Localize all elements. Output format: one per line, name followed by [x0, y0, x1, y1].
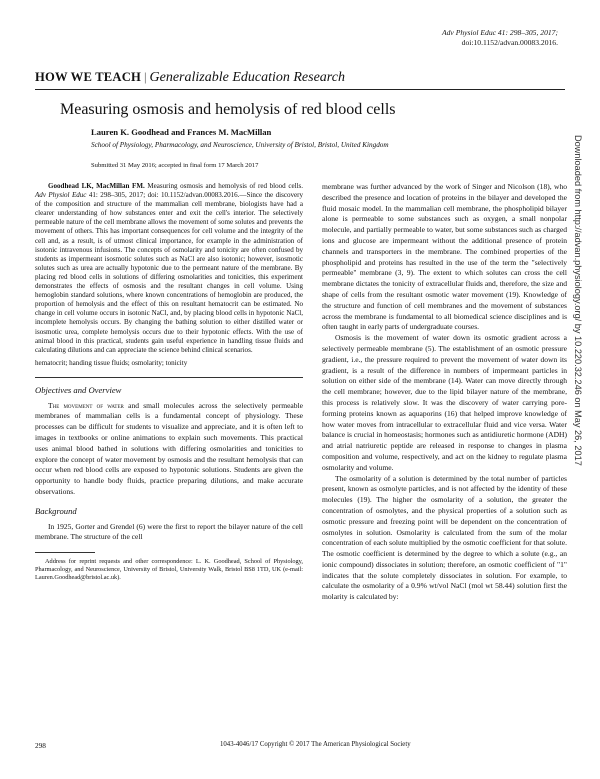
- right-paragraph-3: The osmolarity of a solution is determined by the total number of particles present, known as osmolyte particles, and is not affected by the identity of these molecules (19). The higher the osmolarity of a solution, the greater the concentration of osmolytes, and the physical properties of a solution such as osmotic pressure and freezing point will be dependent on the concentration of osmolytes in solution. Osmolarity is calculated from the sum of the molar concentration of each solute multiplied by the osmotic coefficient for that solute. The osmotic coefficient is determined by the degree to which a solute (e.g., an ionic compound) dissociates in solution; therefore, an osmotic coefficient of "1" indicates that the solute completely dissociates in solution. For example, to calculate the osmolarity of a 0.9% wt/vol NaCl (mol wt 58.44) solution first the molarity is calculated by:: [322, 473, 567, 602]
- background-paragraph: In 1925, Gorter and Grendel (6) were the first to report the bilayer nature of the cell membrane. The structure of the cell: [35, 521, 303, 542]
- submission-dates: Submitted 31 May 2016; accepted in final form 17 March 2017: [91, 162, 259, 169]
- objectives-heading: Objectives and Overview: [35, 384, 122, 395]
- right-paragraph-1: membrane was further advanced by the work of Singer and Nicolson (18), who described the presence and location of proteins in the bilayer and developed the fluid mosaic model. In the mammalian cell membrane, the phospholipid bilayer alone is permeable to some substances such as oxygen, a small nonpolar molecule, and partially permeable to water, but some substances such as charged ions and glucose are impermeant without the additional presence of protein channels and transporters in the membrane. The combined properties of the phospholipid and proteins has resulted in the use of the term the "selectively permeable" membrane (3, 9). The extent to which solutes can cross the cell membrane dictates the tonicity of extracellular fluids and, therefore, the size and shape of cells from the resultant osmotic water movement (19). Knowledge of the structure and function of cell membranes and the movement of substances across the membrane is fundamental to all biomedical science disciplines and is often taught in early parts of undergraduate courses.: [322, 182, 567, 332]
- right-paragraph-2: Osmosis is the movement of water down its osmotic gradient across a selectively permeable membrane (5). The establishment of an osmotic pressure gradient, i.e., the pressure required to prevent the movement of water down its gradient, is a result of the difference in numbers of impermeant particles in solution on either side of the membrane (14). Water can move directly through the cell membrane; however, due to the lipid bilayer nature of the membrane, this process is relatively slow. It was the discovery of water carrying pore-forming proteins known as aquaporins (16) that helped improve knowledge of how water moves from intracellular to extracellular fluid and vice versa. Water balance is crucial in homeostasis; hormones such as antidiuretic hormone (ADH) and atrial natriuretic peptide are released in response to changes in plasma composition and volume, respectively, and act on the kidney to regulate plasma osmolarity and volume.: [322, 333, 567, 472]
- right-column: [322, 182, 567, 603]
- objectives-lead-in: The movement of water: [48, 400, 124, 410]
- copyright-line: 1043-4046/17 Copyright © 2017 The American Physiological Society: [220, 741, 411, 748]
- background-heading: Background: [35, 505, 77, 516]
- article-authors: Lauren K. Goodhead and Frances M. MacMillan: [91, 127, 272, 137]
- section-heading: [35, 70, 345, 86]
- abstract: [35, 182, 303, 355]
- footnote-rule: [35, 552, 95, 553]
- keywords: hematocrit; handing tissue fluids; osmolarity; tonicity: [35, 358, 188, 367]
- objectives-text: and small molecules across the selectively permeable membranes of mammalian cells is a fundamental concept of physiology. These processes can be difficult for students to visualize and appreciate, and it is often left to images in textbooks or online animations to explain such movements. This practical uses animal blood bathed in solutions with differing osmolarities and tonicities to explore the concept of water movement by osmosis and the resultant hemolysis that can occur when red blood cells are exposed to hypotonic solutions. Students are given the opportunity to handle body fluids, practice preparing dilutions, and make accurate observations.: [35, 400, 303, 496]
- article-affiliation: School of Physiology, Pharmacology, and Neuroscience, University of Bristol, Bristol, United Kingdom: [91, 141, 389, 149]
- objectives-paragraph: [35, 401, 303, 498]
- doi-line: doi:10.1152/advan.00083.2016.: [461, 38, 558, 47]
- abstract-citation-title: Measuring osmosis and hemolysis of red blood cells.: [144, 182, 304, 190]
- section-category: Generalizable Education Research: [149, 70, 345, 85]
- header-rule: [35, 89, 565, 90]
- download-stamp-text: Downloaded from http://advan.physiology.org/ by 10.220.32.246 on May 26, 2017: [573, 135, 583, 466]
- correspondence-footnote: Address for reprint requests and other correspondence: L. K. Goodhead, School of Physiology, Pharmacology, and Neuroscience, University of Bristol, University Walk, Bristol BS8 1TD, UK (e-mail: Lauren.Goodhead@bristol.ac.uk).: [35, 558, 303, 582]
- page-number: 298: [35, 741, 46, 750]
- section-label: HOW WE TEACH: [35, 70, 141, 84]
- section-separator: |: [143, 70, 147, 84]
- abstract-divider: [35, 377, 303, 378]
- abstract-text: Since the discovery of the composition and structure of the mammalian cell membrane, biologists have had a clearer understanding of how substances enter and exit the cell's interior. The selectively permeable nature of the cell membrane allows the movement of some solutes and prevents the movement of others. This has important consequences for cell volume and the integrity of the cell and, as a result, is of utmost clinical importance, for example in the administration of isotonic intravenous infusions. The concepts of osmolarity and tonicity are often confused by students as impermeant isosmotic solutes such as NaCl are also isotonic; however, isosmotic solutes such as urea are actually hypotonic due to the permeant nature of the membrane. By placing red blood cells in solutions of differing osmolarities and tonicities, this experiment demonstrates the effects of osmosis and the resultant changes in cell volume. Using hemoglobin standard solutions, where known concentrations of hemoglobin are produced, the proportion of hemolysis and the effect of this on resultant hematocrit can be estimated. No change in cell volume occurs in isotonic NaCl, and, by placing blood cells in hypotonic NaCl, incomplete hemolysis occurs. By changing the bathing solution to either distilled water or isosmotic urea, complete hemolysis occurs due to their hypotonic effects. With the use of animal blood in this practical, students gain useful experience in handling tissue fluids and calculating dilutions and can appreciate the science behind clinical scenarios.: [35, 191, 303, 354]
- abstract-citation-journal: Adv Physiol Educ: [35, 191, 87, 200]
- article-title: Measuring osmosis and hemolysis of red blood cells: [60, 101, 396, 118]
- left-column: [35, 182, 303, 582]
- journal-citation-header: [442, 28, 558, 48]
- abstract-citation-authors: Goodhead LK, MacMillan FM.: [48, 182, 145, 190]
- download-stamp: [573, 135, 593, 755]
- journal-line: Adv Physiol Educ 41: 298–305, 2017;: [442, 28, 558, 37]
- abstract-citation-doi: 41: 298–305, 2017; doi: 10.1152/advan.00083.2016.—: [86, 191, 247, 200]
